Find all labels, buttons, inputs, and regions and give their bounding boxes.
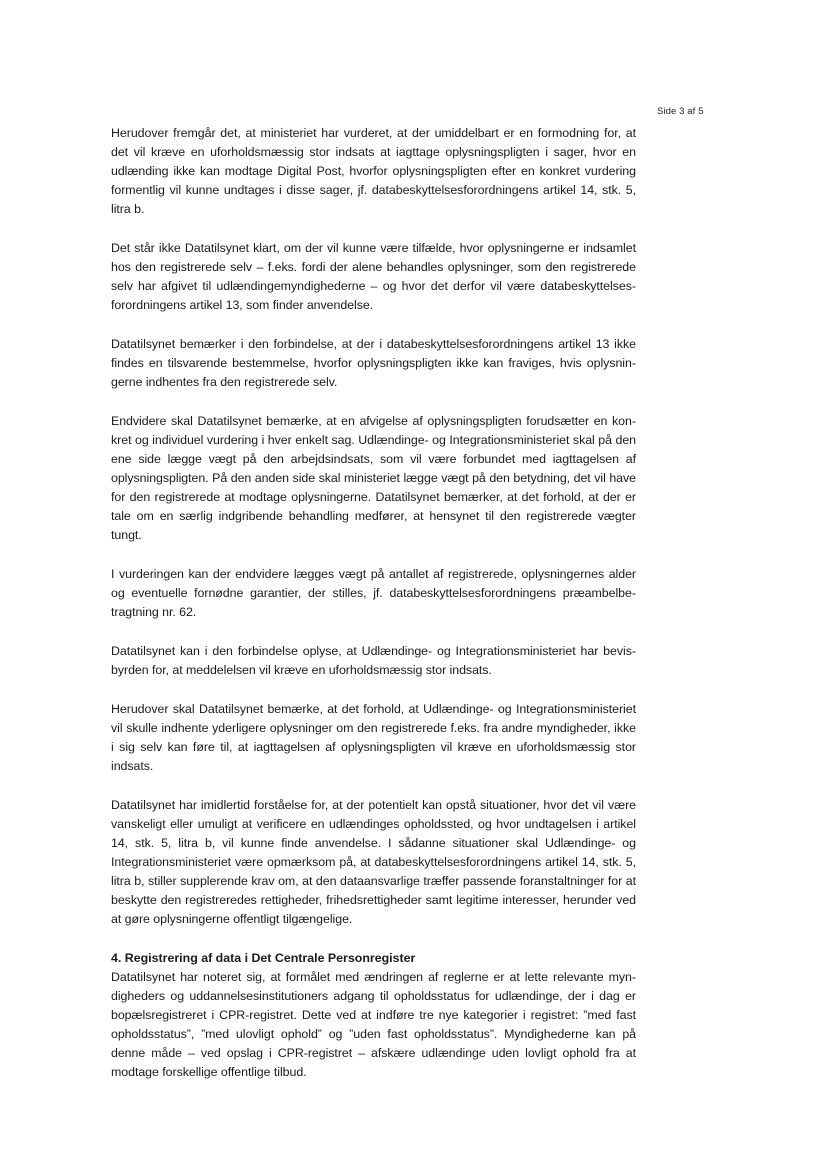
paragraph-8: Datatilsynet har imidlertid forståelse for, at der potentielt kan opstå situationer, hvor det vil være vanskeligt eller umuligt at verificere en udlændinges opholdssted, og hvor undtagelsen i artikel 14, stk. 5, litra b, vil kunne finde anvendelse. I sådanne situationer skal Udlændinge- og Integrationsministeriet være opmærksom på, at databeskyttelsesforordningens artikel 14, stk. 5, litra b, stiller supplerende krav om, at den dataansvarlige træffer passende foranstaltninger for at beskytte den registreredes rettigheder, frihedsrettigheder samt legitime interesser, herunder ved at gøre oplysningerne offentligt tilgængelige.: [111, 798, 636, 926]
page-number: Side 3 af 5: [657, 106, 704, 117]
section-4: [111, 949, 636, 1082]
section-body: Datatilsynet har noteret sig, at formålet med ændringen af reglerne er at lette relevante myndigheders og uddannelsesinstitutioners adgang til opholdsstatus for udlændinge, der i dag er bopælsregistreret i CPR-registret. Dette ved at indføre tre nye kategorier i registret: ”med fast opholdsstatus”, ”med ulovligt ophold” og ”uden fast opholdsstatus”. Myndighederne kan på denne måde – ved opslag i CPR-registret – afskære udlændinge uden lovligt ophold fra at modtage forskellige offentlige tilbud.: [111, 970, 636, 1079]
paragraph-4: Endvidere skal Datatilsynet bemærke, at en afvigelse af oplysningspligten forudsætter en konkret og individuel vurdering i hver enkelt sag. Udlændinge- og Integrationsministeriet skal på den ene side lægge vægt på den arbejdsindsats, som vil være forbundet med iagttagelsen af oplysningspligten. På den anden side skal ministeriet lægge vægt på den betydning, det vil have for den registrerede at modtage oplysningerne. Datatilsynet bemærker, at det forhold, at der er tale om en særlig indgribende behandling medfører, at hensynet til den registrerede vægter tungt.: [111, 414, 636, 542]
paragraph-1: Herudover fremgår det, at ministeriet har vurderet, at der umiddelbart er en formodning for, at det vil kræve en uforholdsmæssig stor indsats at iagttage oplysningspligten i sager, hvor en udlænding ikke kan modtage Digital Post, hvorfor oplysningspligten efter en konkret vurdering formentlig vil kunne undtages i disse sager, jf. databeskyttelsesforordningens artikel 14, stk. 5, litra b.: [111, 126, 636, 216]
paragraph-2: Det står ikke Datatilsynet klart, om der vil kunne være tilfælde, hvor oplysningerne er indsamlet hos den registrerede selv – f.eks. fordi der alene behandles oplysninger, som den registrerede selv har afgivet til udlændingemyndighederne – og hvor det derfor vil være databeskyttelsesforordningens artikel 13, som finder anvendelse.: [111, 241, 636, 312]
paragraph-7: Herudover skal Datatilsynet bemærke, at det forhold, at Udlændinge- og Integrationsministeriet vil skulle indhente yderligere oplysninger om den registrerede f.eks. fra andre myndigheder, ikke i sig selv kan føre til, at iagttagelsen af oplysningspligten vil kræve en uforholdsmæssig stor indsats.: [111, 702, 636, 773]
section-heading: 4. Registrering af data i Det Centrale Personregister: [111, 951, 416, 965]
paragraph-6: Datatilsynet kan i den forbindelse oplyse, at Udlændinge- og Integrationsministeriet har bevisbyrden for, at meddelelsen vil kræve en uforholdsmæssig stor indsats.: [111, 644, 636, 677]
paragraph-5: I vurderingen kan der endvidere lægges vægt på antallet af registrerede, oplysningernes alder og eventuelle fornødne garantier, der stilles, jf. databeskyttelsesforordningens præambelbetragtning nr. 62.: [111, 567, 636, 619]
paragraph-3: Datatilsynet bemærker i den forbindelse, at der i databeskyttelsesforordningens artikel 13 ikke findes en tilsvarende bestemmelse, hvorfor oplysningspligten ikke kan fraviges, hvis oplysningerne indhentes fra den registrerede selv.: [111, 337, 636, 389]
document-body: [111, 124, 636, 1082]
